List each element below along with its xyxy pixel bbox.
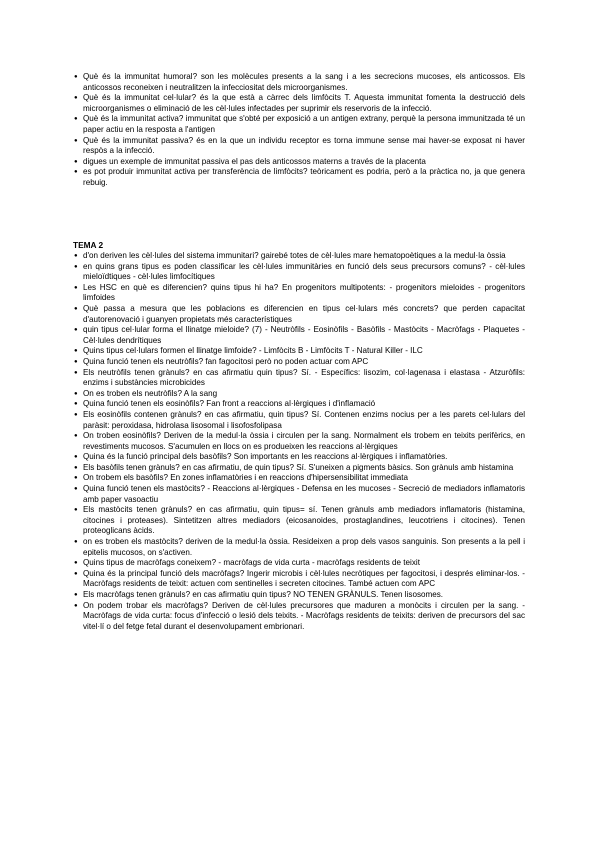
list-item: ● en quins grans tipus es poden classificar les cèl·lules immunitàries en funció dels seus precursors comuns? - cèl·lules mieloïdtiques - cèl·lules limfocítiques	[83, 262, 525, 283]
list-item: ● Quins tipus cel·lulars formen el llinatge limfoide? - Limfòcits B - Limfòcits T - Natural Killer - ILC	[83, 346, 525, 357]
list-item: ● es pot produir immunitat activa per transferència de limfòcits? teòricament es podria, però a la pràctica no, ja que genera rebuig.	[83, 167, 525, 188]
list-item: ● On es troben els neutròfils? A la sang	[83, 389, 525, 400]
list-item: ● Els neutròfils tenen grànuls? en cas afirmatiu quin tipus? Sí. - Específics: lisozim, col·lagenasa i elastasa - Atzuròfils: enzims i substàncies microbicides	[83, 368, 525, 389]
list-item: ● On trobem els basòfils? En zones inflamatòries i en reaccions d'hipersensibilitat immediata	[83, 473, 525, 484]
immunity-questions-list	[83, 72, 525, 189]
list-item: ● Què és la immunitat humoral? son les molècules presents a la sang i a les secrecions mucoses, els anticossos. Els anticossos reconeixen i neutralitzen la infecciositat dels microorganismes.	[83, 72, 525, 93]
list-item: ● Els mastòcits tenen grànuls? en cas afirmatiu, quin tipus= sí. Tenen grànuls amb mediadors inflamatoris (histamina, citocines i proteases). Sintetitzen altres mediadors (eicosanoides, prostaglandines, leucotriens i citocines). Tenen proteoglicans àcids.	[83, 505, 525, 537]
section-heading: TEMA 2	[73, 240, 104, 250]
list-item: ● digues un exemple de immunitat passiva el pas dels anticossos materns a través de la placenta	[83, 157, 525, 168]
list-item: ● On troben eosinòfils? Deriven de la medul·la òssia i circulen per la sang. Normalment els trobem en teixits perifèrics, en revestiments mucosos. S'acumulen en llocs on es produeixen les reaccions al·lèrgiques	[83, 431, 525, 452]
list-item: ● Què és la immunitat cel·lular? és la que està a càrrec dels limfòcits T. Aquesta immunitat fomenta la destrucció dels microorganismes o eliminació de les cèl·lules infectades per suprimir els reservoris de la infecció.	[83, 93, 525, 114]
list-item: ● Quina funció tenen els eosinòfils? Fan front a reaccions al·lèrgiques i d'inflamació	[83, 399, 525, 410]
list-item: ● on es troben els mastòcits? deriven de la medul·la òssia. Resideixen a prop dels vasos sanguinis. Son presents a la pell i epitelis mucosos, on s'activen.	[83, 537, 525, 558]
list-item: ● Què és la immunitat passiva? és en la que un individu receptor es torna immune sense mai haver-se exposat ni haver respòs a la infecció.	[83, 136, 525, 157]
list-item: ● d'on deriven les cèl·lules del sistema immunitari? gairebé totes de cèl·lules mare hematopoètiques a la medul·la òssia	[83, 251, 525, 262]
list-item: ● Les HSC en què es diferencien? quins tipus hi ha? En progenitors multipotents: - progenitors mieloides - progenitors limfoides	[83, 283, 525, 304]
list-item: ● On podem trobar els macròfags? Deriven de cèl·lules precursores que maduren a monòcits i circulen per la sang. - Macròfags de vida curta: focus d'infecció o lesió dels teixits. - Macròfags residents de teixits: deriven de precursors del sac vitel·lí o del fetge fetal durant el desenvolupament embrionari.	[83, 601, 525, 633]
list-item: ● Quina funció tenen els neutròfils? fan fagocitosi però no poden actuar com APC	[83, 357, 525, 368]
list-item: ● Quina és la principal funció dels macròfags? Ingerir microbis i cèl·lules necròtiques per fagocitosi, i després eliminar-los. - Macròfags residents de teixit: actuen com sentinelles i secreten citocines. També actuen com APC	[83, 569, 525, 590]
list-item: ● Els macròfags tenen grànuls? en cas afirmatiu quin tipus? NO TENEN GRÀNULS. Tenen lisosomes.	[83, 590, 525, 601]
list-item: ● quin tipus cel·lular forma el llinatge mieloide? (7) - Neutròfils - Eosinòfils - Basòfils - Mastòcits - Macròfags - Plaquetes - Cèl·lules dendrítiques	[83, 325, 525, 346]
list-item: ● Quina és la funció principal dels basòfils? Son importants en les reaccions al·lèrgiques i inflamatòries.	[83, 452, 525, 463]
list-item: ● Quina funció tenen els mastòcits? - Reaccions al·lèrgiques - Defensa en les mucoses - Secreció de mediadors inflamatoris amb paper vasoactiu	[83, 484, 525, 505]
list-item: ● Què és la immunitat activa? immunitat que s'obté per exposició a un antigen extrany, perquè la persona immunitzada té un paper actiu en la resposta a l'antigen	[83, 114, 525, 135]
list-item: ● Quins tipus de macròfags coneixem? - macròfags de vida curta - macròfags residents de teixit	[83, 558, 525, 569]
tema2-questions-list	[83, 251, 525, 632]
list-item: ● Què passa a mesura que les poblacions es diferencien en tipus cel·lulars més concrets? que perden capacitat d'autorenovació i guanyen propietats més característiques	[83, 304, 525, 325]
list-item: ● Els eosinòfils contenen grànuls? en cas afirmatiu, quin tipus? Sí. Contenen enzims nocius per a les parets cel·lulars del paràsit: peroxidasa, hidrolasa lisosomal i lisofosfolipasa	[83, 410, 525, 431]
list-item: ● Els basòfils tenen grànuls? en cas afirmatiu, de quin tipus? Sí. S'uneixen a pigments bàsics. Son grànuls amb histamina	[83, 463, 525, 474]
